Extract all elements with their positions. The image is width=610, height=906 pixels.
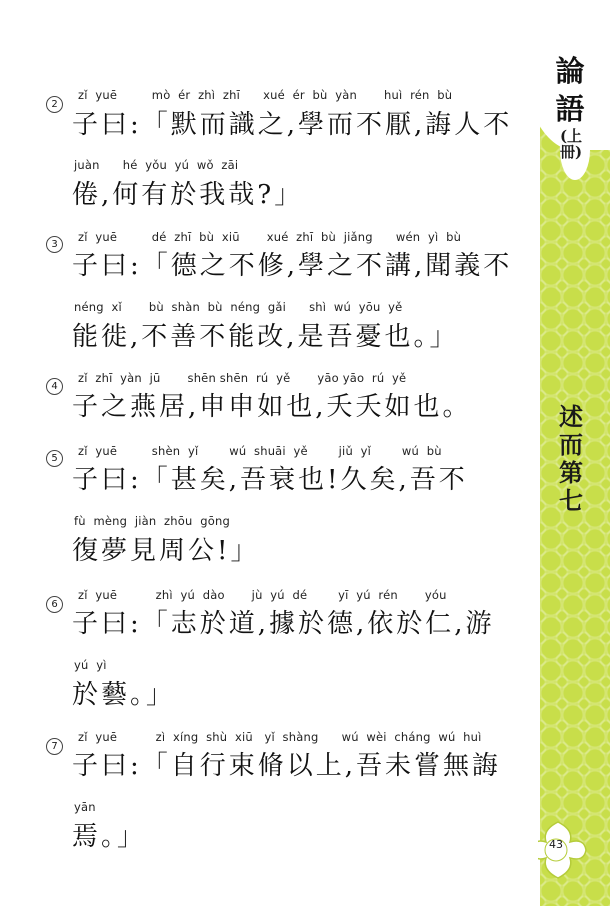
verse-text-line: 倦,何有於我哉?」 [72, 180, 304, 210]
verse-text-line: 子曰:「德之不修,學之不講,聞義不 [72, 251, 513, 281]
book-title-text: 論語 [555, 54, 585, 126]
pinyin-line: yān [74, 800, 96, 814]
pinyin-line: zǐ yuē mò ér zhì zhī xué ér bù yàn huì rén bù [78, 88, 453, 102]
book-title [546, 52, 594, 128]
verse-text-line: 焉。」 [72, 822, 147, 852]
verse-number: 2 [46, 96, 63, 113]
pinyin-line: zǐ yuē dé zhī bù xiū xué zhī bù jiǎng wén yì bù [78, 230, 462, 244]
pinyin-line: zǐ yuē zì xíng shù xiū yǐ shàng wú wèi cháng wú huì [78, 730, 482, 744]
verse-number: 3 [46, 236, 63, 253]
verse-text-line: 於藝。」 [72, 680, 176, 710]
verse-number: 5 [46, 450, 63, 467]
pinyin-line: juàn hé yǒu yú wǒ zāi [74, 158, 239, 172]
page-number: 43 [549, 838, 563, 851]
pinyin-line: yú yì [74, 658, 107, 672]
verse-number: 4 [46, 378, 63, 395]
pinyin-line: fù mèng jiàn zhōu gōng [74, 514, 230, 528]
chapter-title [550, 403, 592, 515]
pinyin-line: zǐ yuē zhì yú dào jù yú dé yī yú rén yóu [78, 588, 447, 602]
pinyin-line: zǐ yuē shèn yǐ wú shuāi yě jiǔ yǐ wú bù [78, 444, 442, 458]
book-volume [556, 128, 586, 160]
verse-number: 7 [46, 738, 63, 755]
pinyin-line: zǐ zhī yàn jū shēn shēn rú yě yāo yāo rú yě [78, 371, 407, 385]
verse-number: 6 [46, 596, 63, 613]
chapter-title-text: 述而第七 [559, 402, 583, 515]
book-volume-text: (上冊) [559, 127, 583, 161]
verse-text-line: 子曰:「自行束脩以上,吾未嘗無誨 [72, 751, 502, 781]
verse-text-line: 復夢見周公!」 [72, 536, 260, 566]
verse-text-line: 子曰:「志於道,據於德,依於仁,游 [72, 609, 495, 639]
verse-text-line: 子曰:「默而識之,學而不厭,誨人不 [72, 110, 513, 140]
verse-text-line: 子曰:「甚矣,吾衰也!久矣,吾不 [72, 465, 468, 495]
verse-text-line: 子之燕居,申申如也,夭夭如也。 [72, 392, 472, 422]
pinyin-line: néng xǐ bù shàn bù néng gǎi shì wú yōu yě [74, 300, 403, 314]
verse-text-line: 能徙,不善不能改,是吾憂也。」 [72, 322, 459, 352]
